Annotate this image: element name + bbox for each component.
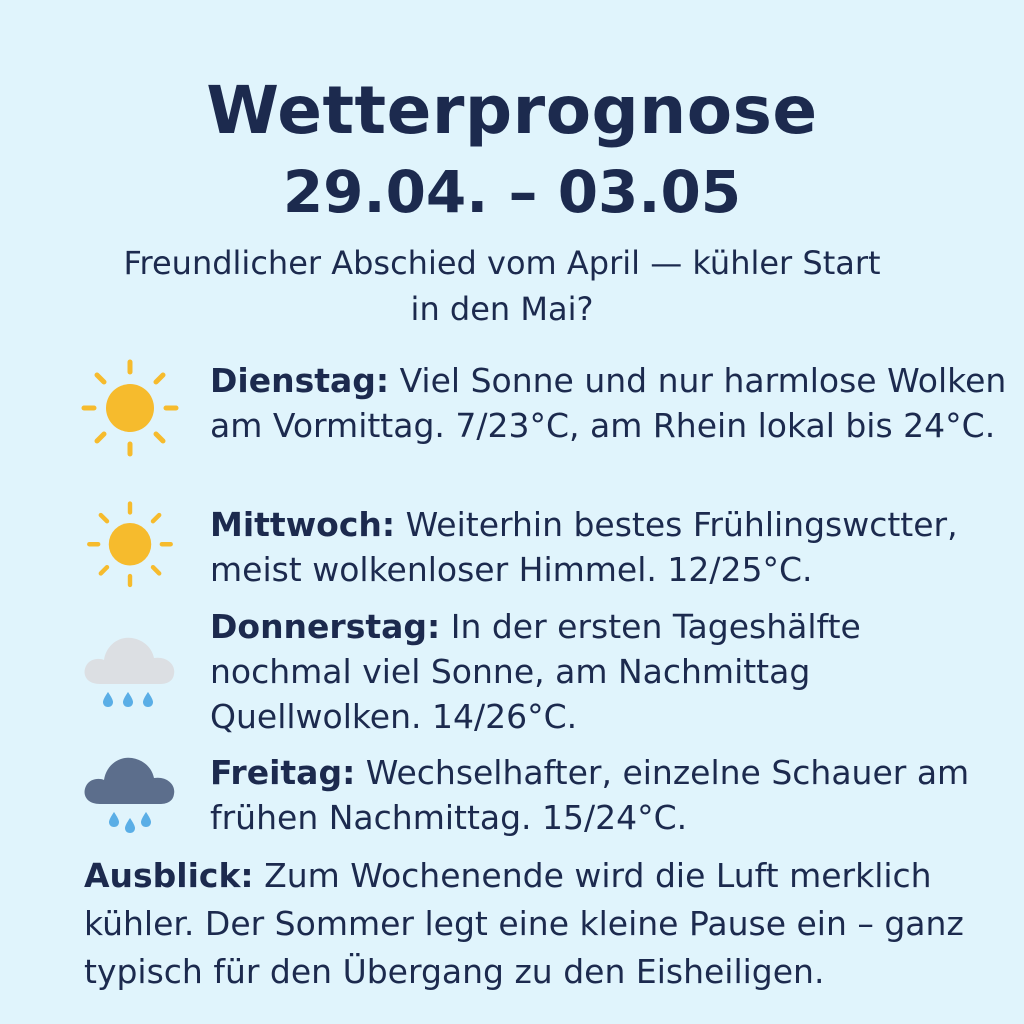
day-label: Mittwoch: xyxy=(210,505,396,544)
dark-rain-cloud-icon xyxy=(78,736,182,840)
forecast-text xyxy=(210,750,1010,840)
outlook-description: Zum Wochenende wird die Luft merklich kühler. Der Sommer legt eine kleine Pause ein – ganz typisch für den Übergang zu den Eisheiligen. xyxy=(84,856,964,991)
day-label: Freitag: xyxy=(210,753,356,792)
rain-cloud-icon xyxy=(78,616,182,720)
forecast-text xyxy=(210,502,1010,592)
outlook-label: Ausblick: xyxy=(84,856,254,895)
tagline: Freundlicher Abschied vom April — kühler Start in den Mai? xyxy=(123,244,881,328)
forecast-text xyxy=(210,358,1010,448)
page-title: Wetterprognose xyxy=(206,72,818,149)
day-description: Weiterhin bestes Frühlingswctter, meist wolkenloser Himmel. 12/25°C. xyxy=(210,505,958,589)
forecast-text xyxy=(210,604,1010,739)
day-description: Wechselhafter, einzelne Schauer am frühen Nachmittag. 15/24°C. xyxy=(210,753,970,837)
day-description: Viel Sonne und nur harmlose Wolken am Vormittag. 7/23°C, am Rhein lokal bis 24°C. xyxy=(210,361,1007,445)
outlook-text xyxy=(84,852,984,996)
sun-icon xyxy=(84,500,176,592)
day-description: In der ersten Tageshälfte nochmal viel Sonne, am Nachmittag Quellwolken. 14/26°C. xyxy=(210,607,861,736)
day-label: Dienstag: xyxy=(210,361,390,400)
sun-icon xyxy=(78,358,182,462)
date-range: 29.04. – 03.05 xyxy=(282,158,742,226)
day-label: Donnerstag: xyxy=(210,607,441,646)
